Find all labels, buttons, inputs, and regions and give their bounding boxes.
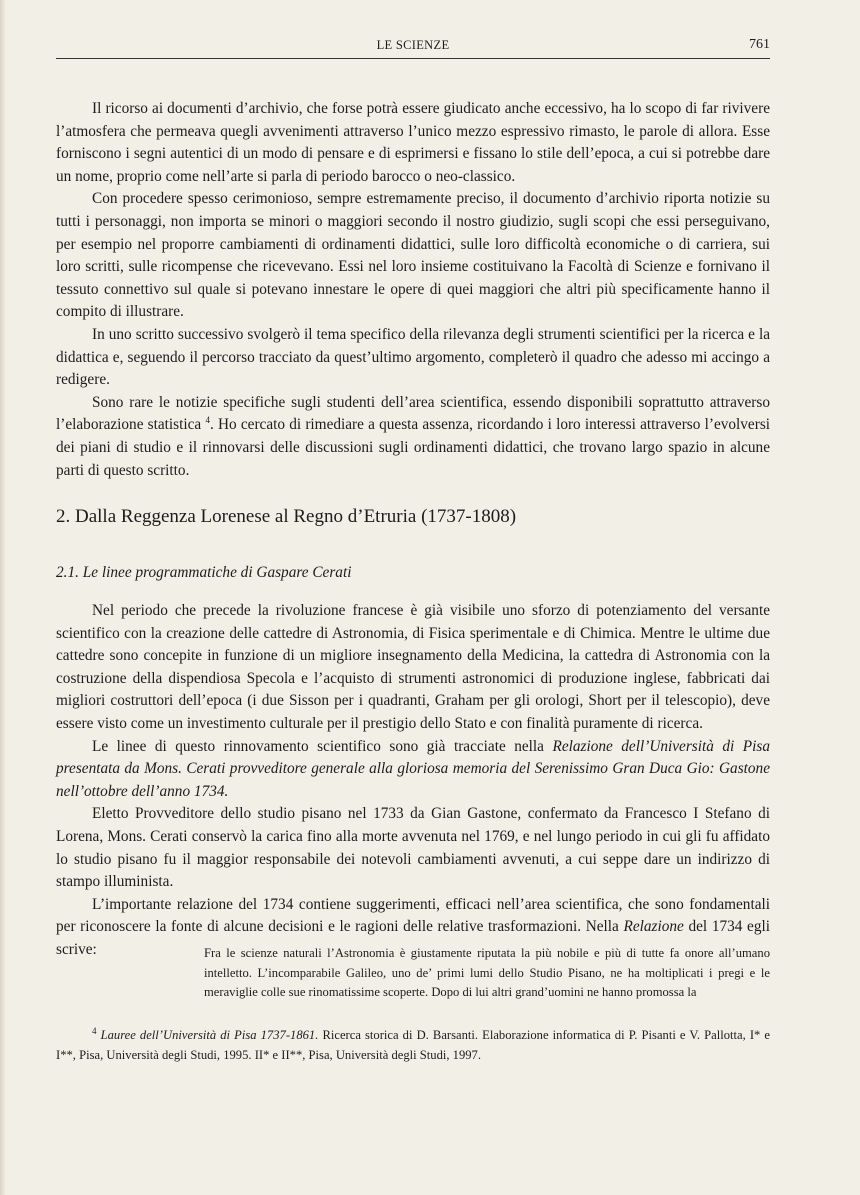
running-title: LE SCIENZE xyxy=(376,38,450,52)
footnote-reference: 4 xyxy=(205,415,210,426)
page-number: 761 xyxy=(749,37,770,52)
relazione-title: Relazione dell’Università di Pisa presentata da Mons. Cerati provveditore generale alla gloriosa memoria del Serenissimo Gran Duca Gio: Gastone nell’ottobre dell’anno 1734. xyxy=(56,737,770,800)
footnote-number: 4 xyxy=(92,1025,97,1036)
intro-paragraph-3: In uno scritto successivo svolgerò il tema specifico della rilevanza degli strumenti scientifici per la ricerca e la didattica e, seguendo il percorso tracciato da quest’ultimo argomento, completerò il quadro che adesso mi accingo a redigere. xyxy=(56,325,770,389)
subsection-number: 2.1. xyxy=(56,564,79,581)
intro-text-block xyxy=(56,98,770,482)
footnote xyxy=(56,1026,770,1065)
footnote-title: Lauree dell’Università di Pisa 1737-1861. xyxy=(100,1028,319,1042)
section-paragraph-1: Nel periodo che precede la rivoluzione francese è già visibile uno sforzo di potenziamento del versante scientifico con la creazione delle cattedre di Astronomia, di Fisica sperimentale e di Chimica. Mentre le ultime due cattedre sono concepite in funzione di un migliore insegnamento della Medicina, la cattedra di Astronomia con la costruzione della dispendiosa Specola e l’acquisto di strumenti astronomici di produzione inglese, fabbricati dai migliori costruttori dell’epoca (i due Sisson per i quadranti, Graham per gli orologi, Short per il telescopio), deve essere visto come un investimento culturale per il prestigio dello Stato e con finalità puramente di ricerca. xyxy=(56,602,770,732)
block-quote xyxy=(204,944,770,1003)
intro-paragraph-2: Con procedere spesso cerimonioso, sempre estremamente preciso, il documento d’archivio riporta notizie su tutti i personaggi, non importa se minori o maggiori secondo il nostro giudizio, sugli scopi che essi perseguivano, per esempio nel proporre cambiamenti di ordinamenti didattici, sulle loro difficoltà economiche o di carriera, sui loro scritti, sulle ricompense che ricevevano. Essi nel loro insieme costituivano la Facoltà di Scienze e fornivano il tessuto connettivo sul quale si potevano innestare le opere di quei maggiori che altri più specificamente hanno il compito di illustrare. xyxy=(56,190,770,321)
section-paragraph-4-text: L’importante relazione del 1734 contiene suggerimenti, efficaci nell’area scientifica, che sono fondamentali per riconoscere la fonte di alcune decisioni e le ragioni delle relative trasformazioni. Nella xyxy=(56,895,770,936)
intro-paragraph-4 xyxy=(56,392,770,482)
quote-text: Fra le scienze naturali l’Astronomia è giustamente riputata la più nobile e più di tutte fa onore all’umano intelletto. L’incomparabile Galileo, uno de’ primi lumi dello Studio Pisano, ne ha moltiplicati i pregi e le meraviglie colle sue rinomatissime scoperte. Dopo di lui altri grand’uomini ne hanno promossa la xyxy=(204,946,770,1000)
footnote-text xyxy=(56,1026,770,1065)
para4-text-start: Sono rare le notizie specifiche sugli studenti dell’area scientifica, essendo disponibili soprattutto attraverso l’elaborazione statistica xyxy=(56,393,770,434)
para4-text-end: . Ho cercato di rimediare a questa assenza, ricordando i loro interessi attraverso l’evolversi dei piani di studio e il rinnovarsi delle discussioni sugli ordinamenti didattici, che trovano largo spazio in alcune parti di questo scritto. xyxy=(56,416,771,479)
intro-paragraph-1: Il ricorso ai documenti d’archivio, che forse potrà essere giudicato anche eccessivo, ha lo scopo di far rivivere l’atmosfera che permeava quegli avvenimenti attraverso l’unico mezzo espressivo rimasto, le parole di allora. Esse forniscono i segni autentici di un modo di pensare e di esprimersi e fissano lo stile dell’epoca, a cui si potrebbe dare un nome, proprio come nell’arte si parla di periodo barocco o neo-classico. xyxy=(56,100,770,185)
footnote-body: Ricerca storica di D. Barsanti. Elaborazione informatica di P. Pisanti e V. Pallotta, I* e I**, Pisa, Università degli Studi, 1995. II* e II**, Pisa, Università degli Studi, 1997. xyxy=(56,1028,771,1062)
section-paragraph-4-tail: del 1734 egli scrive: xyxy=(56,918,770,958)
subsection-title: Le linee programmatiche di Gaspare Cerati xyxy=(82,564,352,581)
relazione-word: Relazione xyxy=(623,918,684,936)
running-header xyxy=(56,38,770,59)
page-edge-shadow xyxy=(0,0,6,1195)
section-paragraph-2-text: Le linee di questo rinnovamento scientifico sono già tracciate nella xyxy=(92,737,544,755)
section-text-block xyxy=(56,600,770,962)
subsection-heading xyxy=(56,562,351,584)
section-paragraph-3: Eletto Provveditore dello studio pisano nel 1733 da Gian Gastone, confermato da Francesco I Stefano di Lorena, Mons. Cerati conservò la carica fino alla morte avvenuta nel 1769, e nel lungo periodo in cui gli fu affidato lo studio pisano fu il maggior responsabile dei notevoli cambiamenti avvenuti, a cui seppe dare un indirizzo di stampo illuminista. xyxy=(56,805,770,891)
section-heading: 2. Dalla Reggenza Lorenese al Regno d’Etruria (1737-1808) xyxy=(56,506,517,527)
section-paragraph-2 xyxy=(56,736,770,804)
